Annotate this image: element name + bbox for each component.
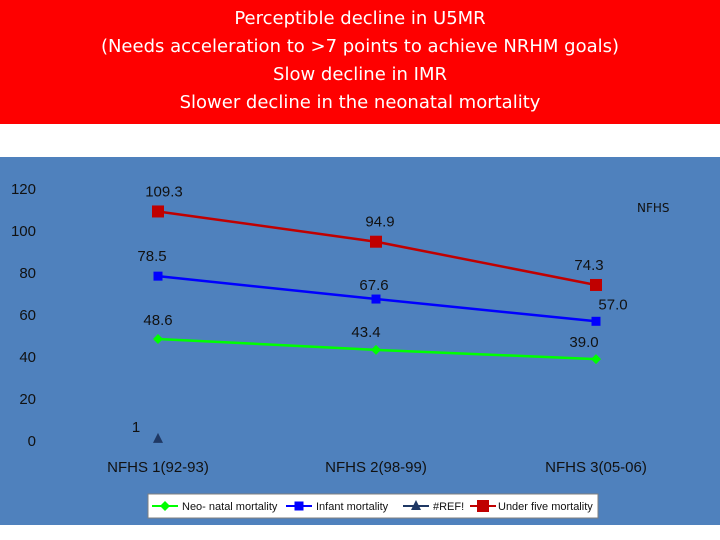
data-point [590, 279, 602, 291]
data-label: 57.0 [598, 296, 628, 314]
legend-item [470, 500, 593, 513]
data-point [372, 295, 381, 304]
y-tick-label: 60 [19, 307, 36, 324]
y-tick-label: 80 [19, 265, 36, 282]
axis-layer [11, 181, 647, 476]
data-point [370, 236, 382, 248]
title-line-3: Slow decline in IMR [273, 64, 447, 85]
data-label: 109.3 [145, 183, 183, 201]
data-point [592, 317, 601, 326]
legend-label: #REF! [433, 501, 465, 513]
data-point [154, 272, 163, 281]
data-point [477, 500, 489, 512]
data-label: 67.6 [359, 277, 389, 295]
data-point [371, 345, 381, 355]
legend-label: Neo- natal mortality [182, 501, 278, 513]
data-point [153, 433, 163, 443]
y-tick-label: 0 [27, 433, 36, 450]
data-label: 74.3 [574, 256, 604, 274]
legend [148, 494, 598, 518]
y-tick-label: 120 [10, 181, 36, 198]
data-label: 48.6 [143, 311, 173, 329]
x-tick-label: NFHS 2(98-99) [325, 459, 427, 476]
data-point [591, 354, 601, 364]
data-point [153, 334, 163, 344]
x-tick-label: NFHS 1(92-93) [107, 459, 209, 476]
data-label-layer [132, 183, 628, 435]
data-label: 39.0 [569, 334, 599, 352]
chart-annotation: NFHS [637, 201, 670, 215]
data-label: 43.4 [351, 323, 381, 341]
series--ref- [153, 433, 163, 443]
data-label: 94.9 [365, 213, 395, 231]
legend-label: Under five mortality [498, 501, 593, 513]
title-line-4: Slower decline in the neonatal mortality [179, 92, 541, 113]
y-tick-label: 20 [19, 391, 36, 408]
title-line-1: Perceptible decline in U5MR [234, 8, 486, 29]
x-tick-label: NFHS 3(05-06) [545, 459, 647, 476]
data-point [295, 502, 304, 511]
legend-label: Infant mortality [316, 501, 389, 513]
title-line-2: (Needs acceleration to >7 points to achieve NRHM goals) [100, 36, 620, 57]
data-label: 78.5 [137, 248, 167, 266]
y-tick-label: 100 [10, 223, 36, 240]
data-label: 1 [131, 418, 141, 436]
y-tick-label: 40 [19, 349, 36, 366]
data-point [152, 205, 164, 217]
